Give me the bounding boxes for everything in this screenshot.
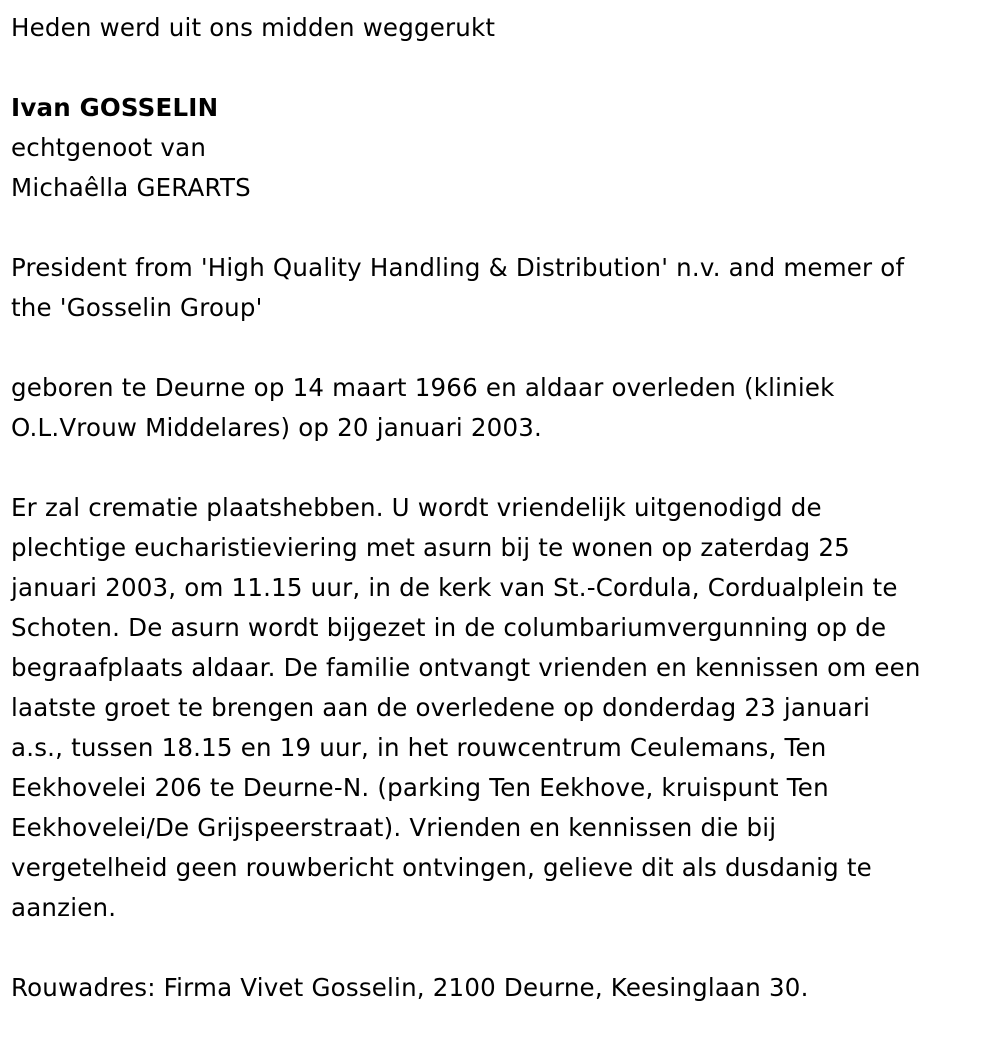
ceremony-line: laatste groet te brengen aan de overledene op donderdag 23 januari [11, 693, 871, 722]
ceremony-line: Eekhovelei/De Grijspeerstraat). Vrienden en kennissen die bij [11, 813, 777, 842]
relation-label: echtgenoot van [11, 133, 207, 162]
profession-line: President from 'High Quality Handling & Distribution' n.v. and memer of [11, 253, 905, 282]
ceremony-line: begraafplaats aldaar. De familie ontvangt vrienden en kennissen om een [11, 653, 921, 682]
ceremony-paragraph [11, 488, 990, 928]
ceremony-line: plechtige eucharistieviering met asurn bij te wonen op zaterdag 25 [11, 533, 850, 562]
ceremony-line: januari 2003, om 11.15 uur, in de kerk van St.-Cordula, Cordualplein te [11, 573, 898, 602]
deceased-name: Ivan GOSSELIN [11, 93, 219, 122]
ceremony-line: Schoten. De asurn wordt bijgezet in de columbariumvergunning op de [11, 613, 887, 642]
profession-line: the 'Gosselin Group' [11, 293, 263, 322]
ceremony-line: vergetelheid geen rouwbericht ontvingen, gelieve dit als dusdanig te [11, 853, 872, 882]
birth-death-line: geboren te Deurne op 14 maart 1966 en aldaar overleden (kliniek [11, 373, 835, 402]
birth-death-line: O.L.Vrouw Middelares) op 20 januari 2003. [11, 413, 543, 442]
ceremony-line: Er zal crematie plaatshebben. U wordt vriendelijk uitgenodigd de [11, 493, 822, 522]
ceremony-line: aanzien. [11, 893, 117, 922]
spouse-name: Michaêlla GERARTS [11, 173, 251, 202]
intro-text: Heden werd uit ons midden weggerukt [11, 13, 496, 42]
ceremony-line: a.s., tussen 18.15 en 19 uur, in het rouwcentrum Ceulemans, Ten [11, 733, 827, 762]
ceremony-line: Eekhovelei 206 te Deurne-N. (parking Ten Eekhove, kruispunt Ten [11, 773, 829, 802]
mourning-address: Rouwadres: Firma Vivet Gosselin, 2100 Deurne, Keesinglaan 30. [11, 973, 809, 1002]
